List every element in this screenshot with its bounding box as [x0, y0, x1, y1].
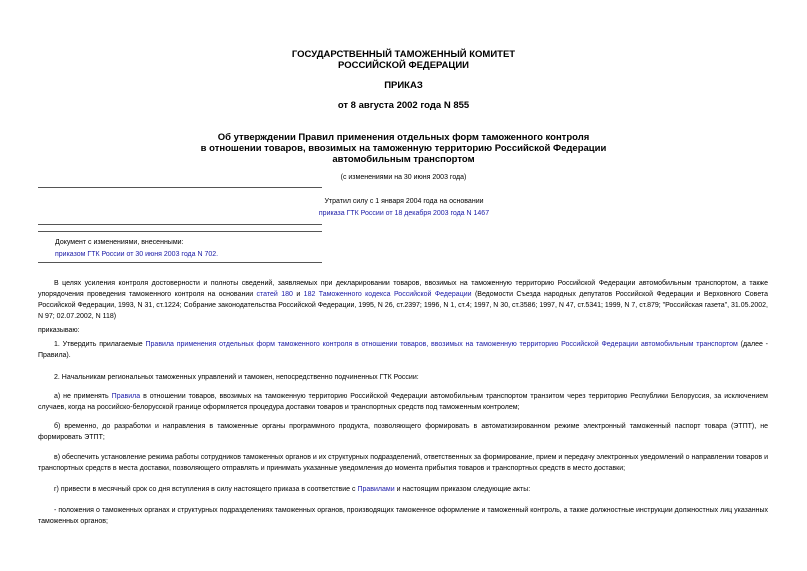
- article-180-link[interactable]: статей 180: [256, 291, 293, 298]
- status-block: [290, 196, 518, 220]
- text: в отношении товаров, ввозимых на таможенную территорию Российской Федерации автомобильным транспортом транзитом через территорию Республики Белоруссия, за исключением случаев, когда на российско-белорусской границе оформляется процедура доставки товаров и транспортных средств под таможенным контролем;: [38, 393, 768, 411]
- paragraph-2: 2. Начальникам региональных таможенных управлений и таможен, непосредственно подчиненных ГТК России:: [54, 374, 419, 381]
- divider: [38, 231, 322, 232]
- customs-code-link[interactable]: 182 Таможенного кодекса Российской Федерации: [303, 291, 472, 298]
- divider: [38, 262, 322, 263]
- divider: [38, 187, 322, 188]
- rules-link-g[interactable]: Правилами: [357, 486, 395, 493]
- doc-type: ПРИКАЗ: [384, 80, 423, 91]
- title-line-3: автомобильным транспортом: [332, 154, 475, 165]
- doc-date: от 8 августа 2002 года N 855: [337, 100, 470, 111]
- rules-link-a[interactable]: Правила: [111, 393, 141, 400]
- changes-label: Документ с изменениями, внесенными:: [55, 239, 184, 246]
- status-link[interactable]: приказа ГТК России от 18 декабря 2003 года N 1467: [318, 210, 490, 217]
- text: и настоящим приказом следующие акты:: [394, 486, 531, 493]
- paragraph-preamble: [38, 278, 768, 322]
- prikazyvayu: приказываю:: [38, 327, 80, 334]
- paragraph-g: [38, 484, 768, 495]
- changes-link[interactable]: приказом ГТК России от 30 июня 2003 года N 702.: [55, 251, 219, 258]
- paragraph-a: [38, 391, 768, 413]
- rules-link[interactable]: Правила применения отдельных форм таможенного контроля в отношении товаров, ввозимых на таможенную территорию Российской Федерации автомобильным транспортом: [145, 341, 738, 348]
- text: В целях усиления контроля достоверности и полноты сведений, заявляемых при декларировании товаров, ввозимых на таможенную территорию Российской Федерации автомобильным транспортом, а также упорядочения проведения таможенного контроля на основании: [38, 280, 768, 298]
- changes-block: [55, 237, 315, 261]
- text: (Ведомости Съезда народных депутатов Российской Федерации и Верховного Совета Российской Федерации, 1993, N 31, ст.1224; Собрание законодательства Российской Федерации, 1995, N 26, ст.2397; 1996, N 1, ст.4; 1997, N 30, ст.3586; 1997, N 47, ст.5341; 1999, N 7, ст.879; "Российская газета", 31.05.2002, N 97; 02.07.2002, N 118): [38, 291, 768, 320]
- divider: [38, 224, 322, 225]
- paragraph-dash: - положения о таможенных органах и структурных подразделениях таможенных органов, производящих таможенное оформление и таможенный контроль, а также должностные инструкции должностных лиц указанных таможенных органов;: [38, 507, 768, 525]
- paragraph-b: б) временно, до разработки и направления в таможенные органы программного продукта, позволяющего формировать в автоматизированном режиме электронный таможенный паспорт товара (ЭТПТ), не формировать ЭТПТ;: [38, 423, 768, 441]
- text: и: [292, 291, 304, 298]
- status-text: Утратил силу с 1 января 2004 года на основании: [324, 198, 484, 205]
- text: 1. Утвердить прилагаемые: [54, 341, 146, 348]
- text: а) не применять: [54, 393, 112, 400]
- text: (далее - Правила).: [38, 341, 768, 359]
- paragraph-v: в) обеспечить установление режима работы сотрудников таможенных органов и их структурных подразделений, ответственных за формирование, прием и передачу электронных уведомлений о направлении товаров и транспортных средств в места доставки, позволяющего отправлять и принимать указанные уведомления до момента прибытия товаров и транспортных средств в место доставки;: [38, 454, 768, 472]
- revision-note: (с изменениями на 30 июня 2003 года): [340, 174, 467, 181]
- text: г) привести в месячный срок со дня вступления в силу настоящего приказа в соответствие с: [54, 486, 358, 493]
- title-line-1: Об утверждении Правил применения отдельных форм таможенного контроля: [217, 132, 590, 143]
- org-line-2: РОССИЙСКОЙ ФЕДЕРАЦИИ: [337, 60, 469, 71]
- paragraph-1: [38, 339, 768, 361]
- org-line-1: ГОСУДАРСТВЕННЫЙ ТАМОЖЕННЫЙ КОМИТЕТ: [291, 49, 516, 60]
- title-line-2: в отношении товаров, ввозимых на таможенную территорию Российской Федерации: [200, 143, 607, 154]
